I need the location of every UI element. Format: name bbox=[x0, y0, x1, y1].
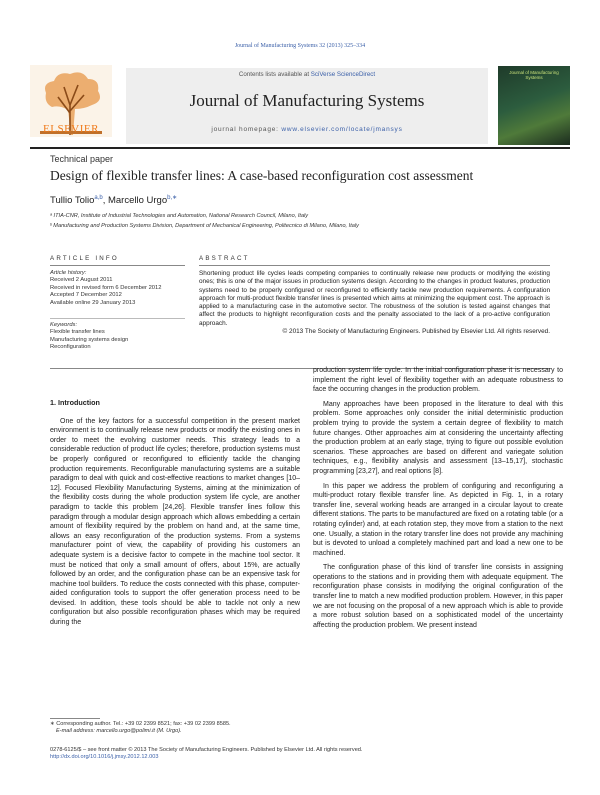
history-item: Accepted 7 December 2012 bbox=[50, 292, 122, 299]
article-history bbox=[50, 270, 185, 307]
footnote-rule bbox=[50, 718, 100, 719]
history-heading: Article history: bbox=[50, 270, 87, 276]
body-left-column bbox=[50, 398, 300, 628]
footnote-corresponding-author: ∗ Corresponding author. Tel.: +39 02 2399 8521; fax: +39 02 2399 8585. bbox=[50, 721, 231, 727]
affiliation-b: ᵇ Manufacturing and Production Systems Division, Department of Mechanical Engineering, Politecnico di Milano, Milano, Italy bbox=[50, 223, 359, 229]
keywords bbox=[50, 322, 185, 352]
section-heading-introduction: 1. Introduction bbox=[50, 398, 100, 407]
journal-homepage bbox=[126, 126, 488, 133]
author-name: Marcello Urgo bbox=[107, 195, 168, 207]
homepage-prefix: journal homepage: bbox=[211, 126, 279, 133]
article-info-rule bbox=[50, 265, 185, 266]
author-name: Tullio Tolio bbox=[50, 195, 95, 207]
article-title: Design of flexible transfer lines: A case-based reconfiguration cost assessment bbox=[50, 168, 474, 183]
issn-line: 0278-6125/$ – see front matter © 2013 The Society of Manufacturing Engineers. Published by Elsevier Ltd. All rights reserved. bbox=[50, 747, 363, 753]
header-divider bbox=[30, 147, 570, 149]
affiliation-a: ᵃ ITIA-CNR, Institute of Industrial Technologies and Automation, National Research Council, Milano, Italy bbox=[50, 213, 309, 219]
abstract-label: ABSTRACT bbox=[199, 255, 250, 262]
abstract-copyright: © 2013 The Society of Manufacturing Engineers. Published by Elsevier Ltd. All rights reserved. bbox=[282, 328, 550, 336]
article-info-label: ARTICLE INFO bbox=[50, 255, 119, 262]
history-item: Available online 29 January 2013 bbox=[50, 299, 136, 306]
contents-availability bbox=[126, 71, 488, 78]
keyword-item: Reconfiguration bbox=[50, 344, 91, 351]
keywords-heading: Keywords: bbox=[50, 322, 78, 328]
sciencedirect-link[interactable]: SciVerse ScienceDirect bbox=[310, 71, 376, 78]
footnote bbox=[50, 721, 300, 735]
abstract-rule bbox=[199, 265, 550, 266]
footnote-email[interactable]: E-mail address: marcello.urgo@polimi.it (M. Urgo). bbox=[56, 728, 182, 735]
journal-citation[interactable]: Journal of Manufacturing Systems 32 (2013) 325–334 bbox=[234, 43, 366, 49]
author-affiliation-marker[interactable]: b,∗ bbox=[167, 195, 178, 201]
author-separator: , bbox=[102, 195, 106, 207]
journal-cover-title: Journal of Manufacturing Systems bbox=[509, 70, 559, 80]
article-type: Technical paper bbox=[50, 154, 114, 164]
body-paragraph: Many approaches have been proposed in the literature to deal with this problem. Some approaches only consider the initial deterministic production problem trying to provide the system a certain degree of flexibility to match future changes. Other approaches aim at considering the uncertainty affecting the production problem at an early stage, trying to figure out possible evolution scenarios. These approaches are based on different and variegate solution techniques, e.g., flexibility analysis and assessment [13–15,17], stochastic programming [23,27], and real options [8]. bbox=[313, 400, 563, 475]
publication-meta bbox=[50, 747, 570, 761]
body-paragraph: The configuration phase of this kind of transfer line consists in assigning operations to the stations and in providing them with adequate equipment. The reconfiguration phase consists in modifying the original configuration of the transfer line to match a new modified production problem. However, in this paper we are not focusing on the proposal of a new approach which is able to provide a more robust solution based on a sophisticated model of the uncertainty affecting the production problem. We present instead bbox=[313, 564, 563, 629]
body-paragraph: production system life cycle. In the initial configuration phase it is necessary to implement the right level of flexibility together with an adequate robustness to face the occurring changes in the production problem. bbox=[313, 367, 563, 394]
body-right-column bbox=[313, 366, 563, 630]
abstract-text: Shortening product life cycles leads competing companies to continually release new products or modifying the existing ones; this is one of the major issues in production systems design. According to the changes in product features, production systems need to be properly configured or reconfigured to efficiently tackle new production requirements. A configuration approach for multi-product flexible transfer lines is presented which aims at minimizing the equipment cost. The approach is applied to a manufacturing case in the automotive sector. The robustness of the solution is tested against changes that affect the products to highlight reconfiguration costs and the penalty associated to the lack of a pro-active configuration approach. bbox=[199, 270, 550, 327]
keyword-item: Manufacturing systems design bbox=[50, 336, 129, 343]
abstract-body bbox=[199, 270, 550, 336]
keywords-divider bbox=[50, 318, 185, 319]
journal-name: Journal of Manufacturing Systems bbox=[189, 91, 425, 110]
homepage-link[interactable]: www.elsevier.com/locate/jmansys bbox=[281, 126, 403, 133]
body-paragraph: One of the key factors for a successful competition in the present market environment is to continually release new products or modify the existing ones in order to meet the evolving customer needs. This strategy leads to a considerable reduction of product life cycles; therefore, production systems must be properly configured or reconfigured to efficiently tackle the changing production requirements. Reconfigurable manufacturing systems are a suitable paradigm to deal with quick and cost-effective reactions to market changes [10–12]. Focused Flexibility Manufacturing Systems, aiming at the minimization of the flexibility costs during the whole production system life cycle, are another paradigm to tackle this problem [24,26]. Flexible transfer lines follow this paradigm through a modular design approach which allows embedding a certain amount of flexibility required by the problem on hand and, at the same time, allows an easy reconfiguration of the production systems. From a systems manufacturer point of view, the capability of providing his customers an adequate system is a decisive factor to compete in the machine tool sector. It must be noticed that only a small amount of offers, about 15%, are actually followed by an order, and the configuration phase can be an expensive task for machine tool builders. To reduce the costs connected with this phase, computer-aided configuration tools to support the offer generation process need to be devised. In addition, these tools should be able to tackle not only a new configuration but also possible reconfiguration phases which may be required during the bbox=[50, 417, 300, 627]
contents-prefix: Contents lists available at bbox=[238, 71, 310, 78]
keyword-item: Flexible transfer lines bbox=[50, 329, 105, 336]
doi-link[interactable]: http://dx.doi.org/10.1016/j.jmsy.2012.12.003 bbox=[50, 754, 159, 761]
history-item: Received in revised form 6 December 2012 bbox=[50, 284, 162, 291]
author-affiliation-marker[interactable]: a,b bbox=[94, 195, 103, 201]
publisher-logo-text: ELSEVIER bbox=[43, 123, 99, 135]
author-list bbox=[50, 194, 177, 206]
history-item: Received 2 August 2011 bbox=[50, 277, 113, 284]
body-paragraph: In this paper we address the problem of configuring and reconfiguring a multi-product rotary flexible transfer line. As depicted in Fig. 1, in a rotary transfer line, several working heads are arranged in a circular layout to create different stations. The parts to be manufactured are fixed on a rotating table (or a rotating cylinder) and, at each rotation step, they move from a station to the next one. Usually, a station in the rotary transfer line does not provide any machining but is devoted to unload a completely machined part and load a new one to be machined. bbox=[313, 482, 563, 557]
